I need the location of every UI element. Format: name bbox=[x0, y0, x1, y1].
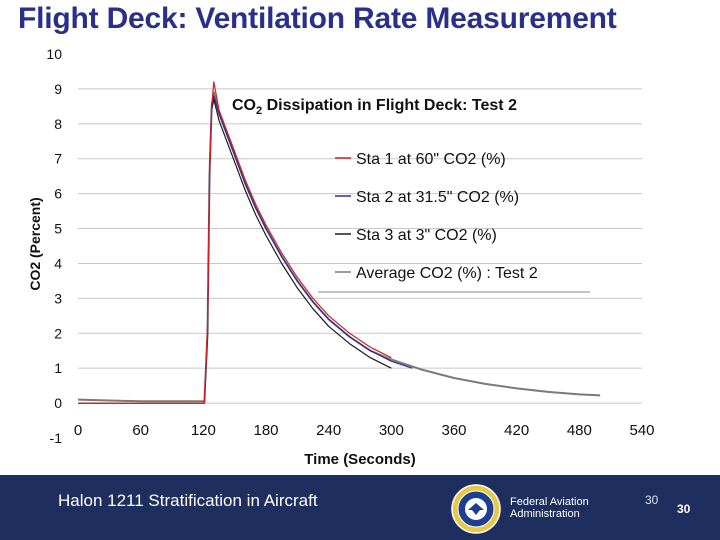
x-tick-label: 480 bbox=[566, 422, 592, 439]
faa-name-line1: Federal Aviation bbox=[510, 496, 589, 508]
legend-label: Average CO2 (%) : Test 2 bbox=[356, 265, 538, 282]
x-tick-label: 0 bbox=[73, 422, 83, 439]
y-tick-label: 7 bbox=[54, 150, 62, 167]
y-tick-label: -1 bbox=[49, 430, 62, 446]
y-tick-label: 4 bbox=[54, 255, 62, 272]
x-tick-label: 420 bbox=[504, 422, 530, 439]
x-tick-label: 240 bbox=[316, 422, 342, 439]
footer-bar bbox=[0, 475, 720, 540]
slide-title: Flight Deck: Ventilation Rate Measurement bbox=[18, 2, 617, 35]
x-tick-label: 540 bbox=[629, 422, 655, 439]
legend bbox=[318, 151, 590, 292]
legend-label: Sta 1 at 60" CO2 (%) bbox=[356, 151, 506, 168]
series-line-1 bbox=[78, 82, 391, 403]
chart-title bbox=[232, 97, 517, 117]
legend-label: Sta 2 at 31.5" CO2 (%) bbox=[356, 189, 520, 206]
faa-seal-icon bbox=[450, 483, 502, 535]
page-number: 30 bbox=[677, 502, 691, 516]
y-tick-label: 9 bbox=[54, 80, 62, 97]
gridlines bbox=[78, 89, 642, 403]
legend-label: Sta 3 at 3" CO2 (%) bbox=[356, 227, 497, 244]
faa-name-line2: Administration bbox=[510, 508, 580, 520]
x-tick-label: 180 bbox=[253, 422, 279, 439]
series-line-4 bbox=[78, 92, 600, 401]
x-tick-label: 60 bbox=[132, 422, 150, 439]
y-tick-label: 0 bbox=[54, 395, 62, 412]
page-number-secondary: 30 bbox=[645, 493, 659, 507]
y-tick-label: 2 bbox=[54, 325, 62, 342]
x-axis-label: Time (Seconds) bbox=[304, 451, 416, 468]
y-tick-label: 1 bbox=[54, 360, 62, 377]
chart-title-main: CO bbox=[232, 97, 256, 114]
y-tick-label: 8 bbox=[54, 115, 62, 132]
y-tick-label: 3 bbox=[54, 290, 62, 307]
chart-title-subscript: 2 bbox=[256, 105, 263, 117]
x-tick-label: 360 bbox=[441, 422, 467, 439]
series-lines bbox=[78, 82, 600, 403]
footer-presentation-title: Halon 1211 Stratification in Aircraft bbox=[58, 491, 318, 510]
y-tick-label: 5 bbox=[54, 220, 62, 237]
series-line-2 bbox=[78, 96, 412, 403]
y-axis-label: CO2 (Percent) bbox=[27, 197, 43, 291]
y-tick-label: 10 bbox=[46, 46, 62, 62]
x-tick-label: 120 bbox=[190, 422, 216, 439]
faa-name bbox=[510, 496, 589, 520]
chart-title-rest: Dissipation in Flight Deck: Test 2 bbox=[262, 97, 517, 114]
series-line-3 bbox=[78, 99, 391, 403]
y-tick-label: 6 bbox=[54, 185, 62, 202]
x-tick-label: 300 bbox=[378, 422, 404, 439]
